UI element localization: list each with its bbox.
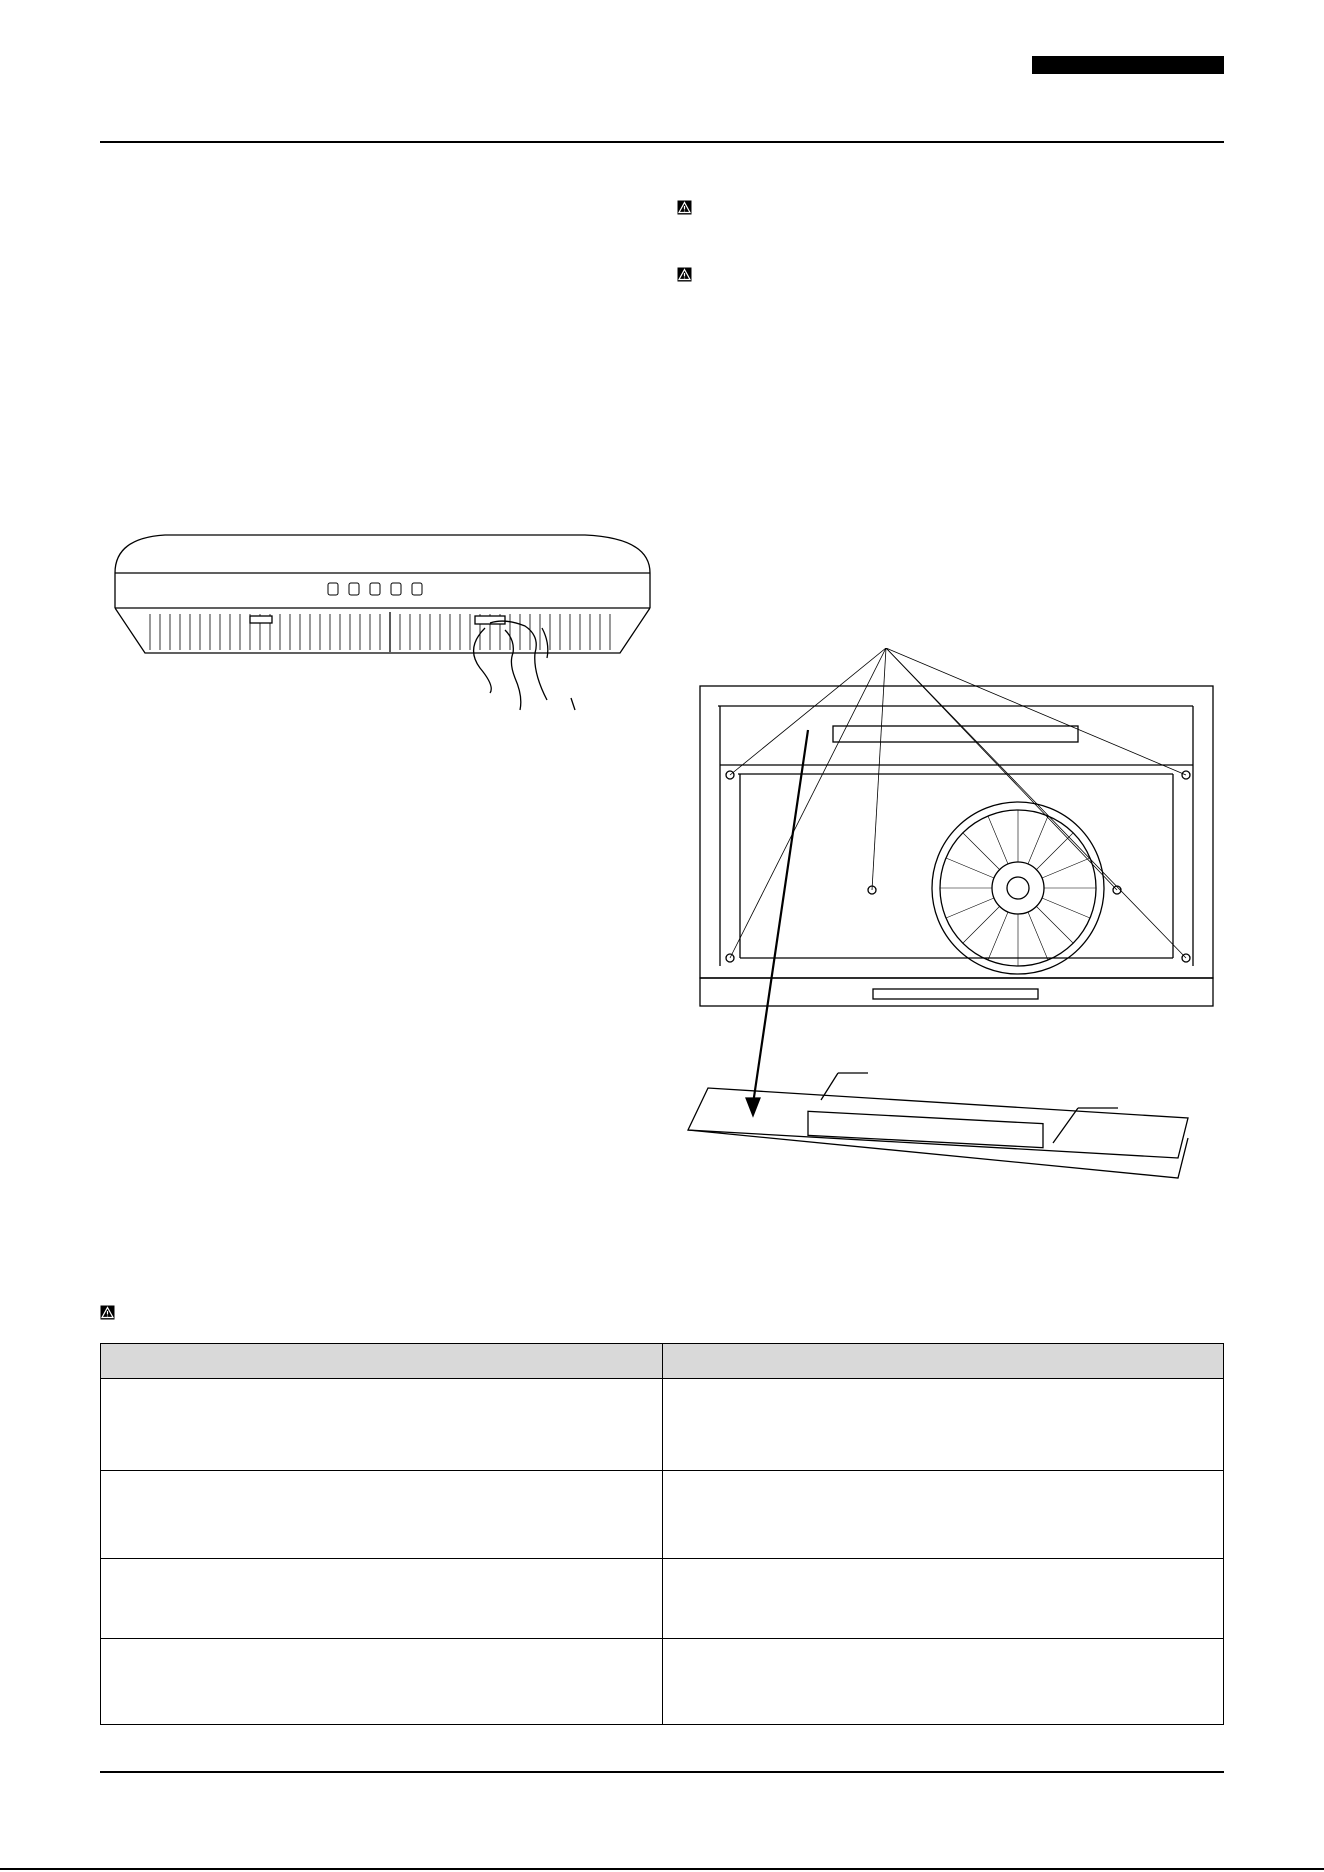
hood-underside-exploded-figure [668, 648, 1228, 1218]
table-row [101, 1471, 1224, 1559]
warning-triangle-icon [677, 267, 692, 282]
header-tab [1032, 56, 1224, 74]
table-cell [662, 1559, 1224, 1639]
table-cell [101, 1471, 663, 1559]
table-cell [101, 1639, 663, 1725]
warning-triangle-icon [677, 200, 692, 215]
table-cell [101, 1379, 663, 1471]
page-bottom-edge [0, 1868, 1324, 1870]
header-rule [100, 141, 1224, 143]
table-cell [101, 1559, 663, 1639]
table-header-cell [101, 1344, 663, 1379]
table-row [101, 1379, 1224, 1471]
table-cell [662, 1639, 1224, 1725]
table-cell [662, 1471, 1224, 1559]
table-header-cell [662, 1344, 1224, 1379]
hood-filter-removal-figure [105, 528, 665, 718]
table-row [101, 1639, 1224, 1725]
table-header-row [101, 1344, 1224, 1379]
info-table [100, 1343, 1224, 1725]
table-cell [662, 1379, 1224, 1471]
footer-rule [100, 1771, 1224, 1773]
table-row [101, 1559, 1224, 1639]
warning-triangle-icon [100, 1305, 115, 1320]
